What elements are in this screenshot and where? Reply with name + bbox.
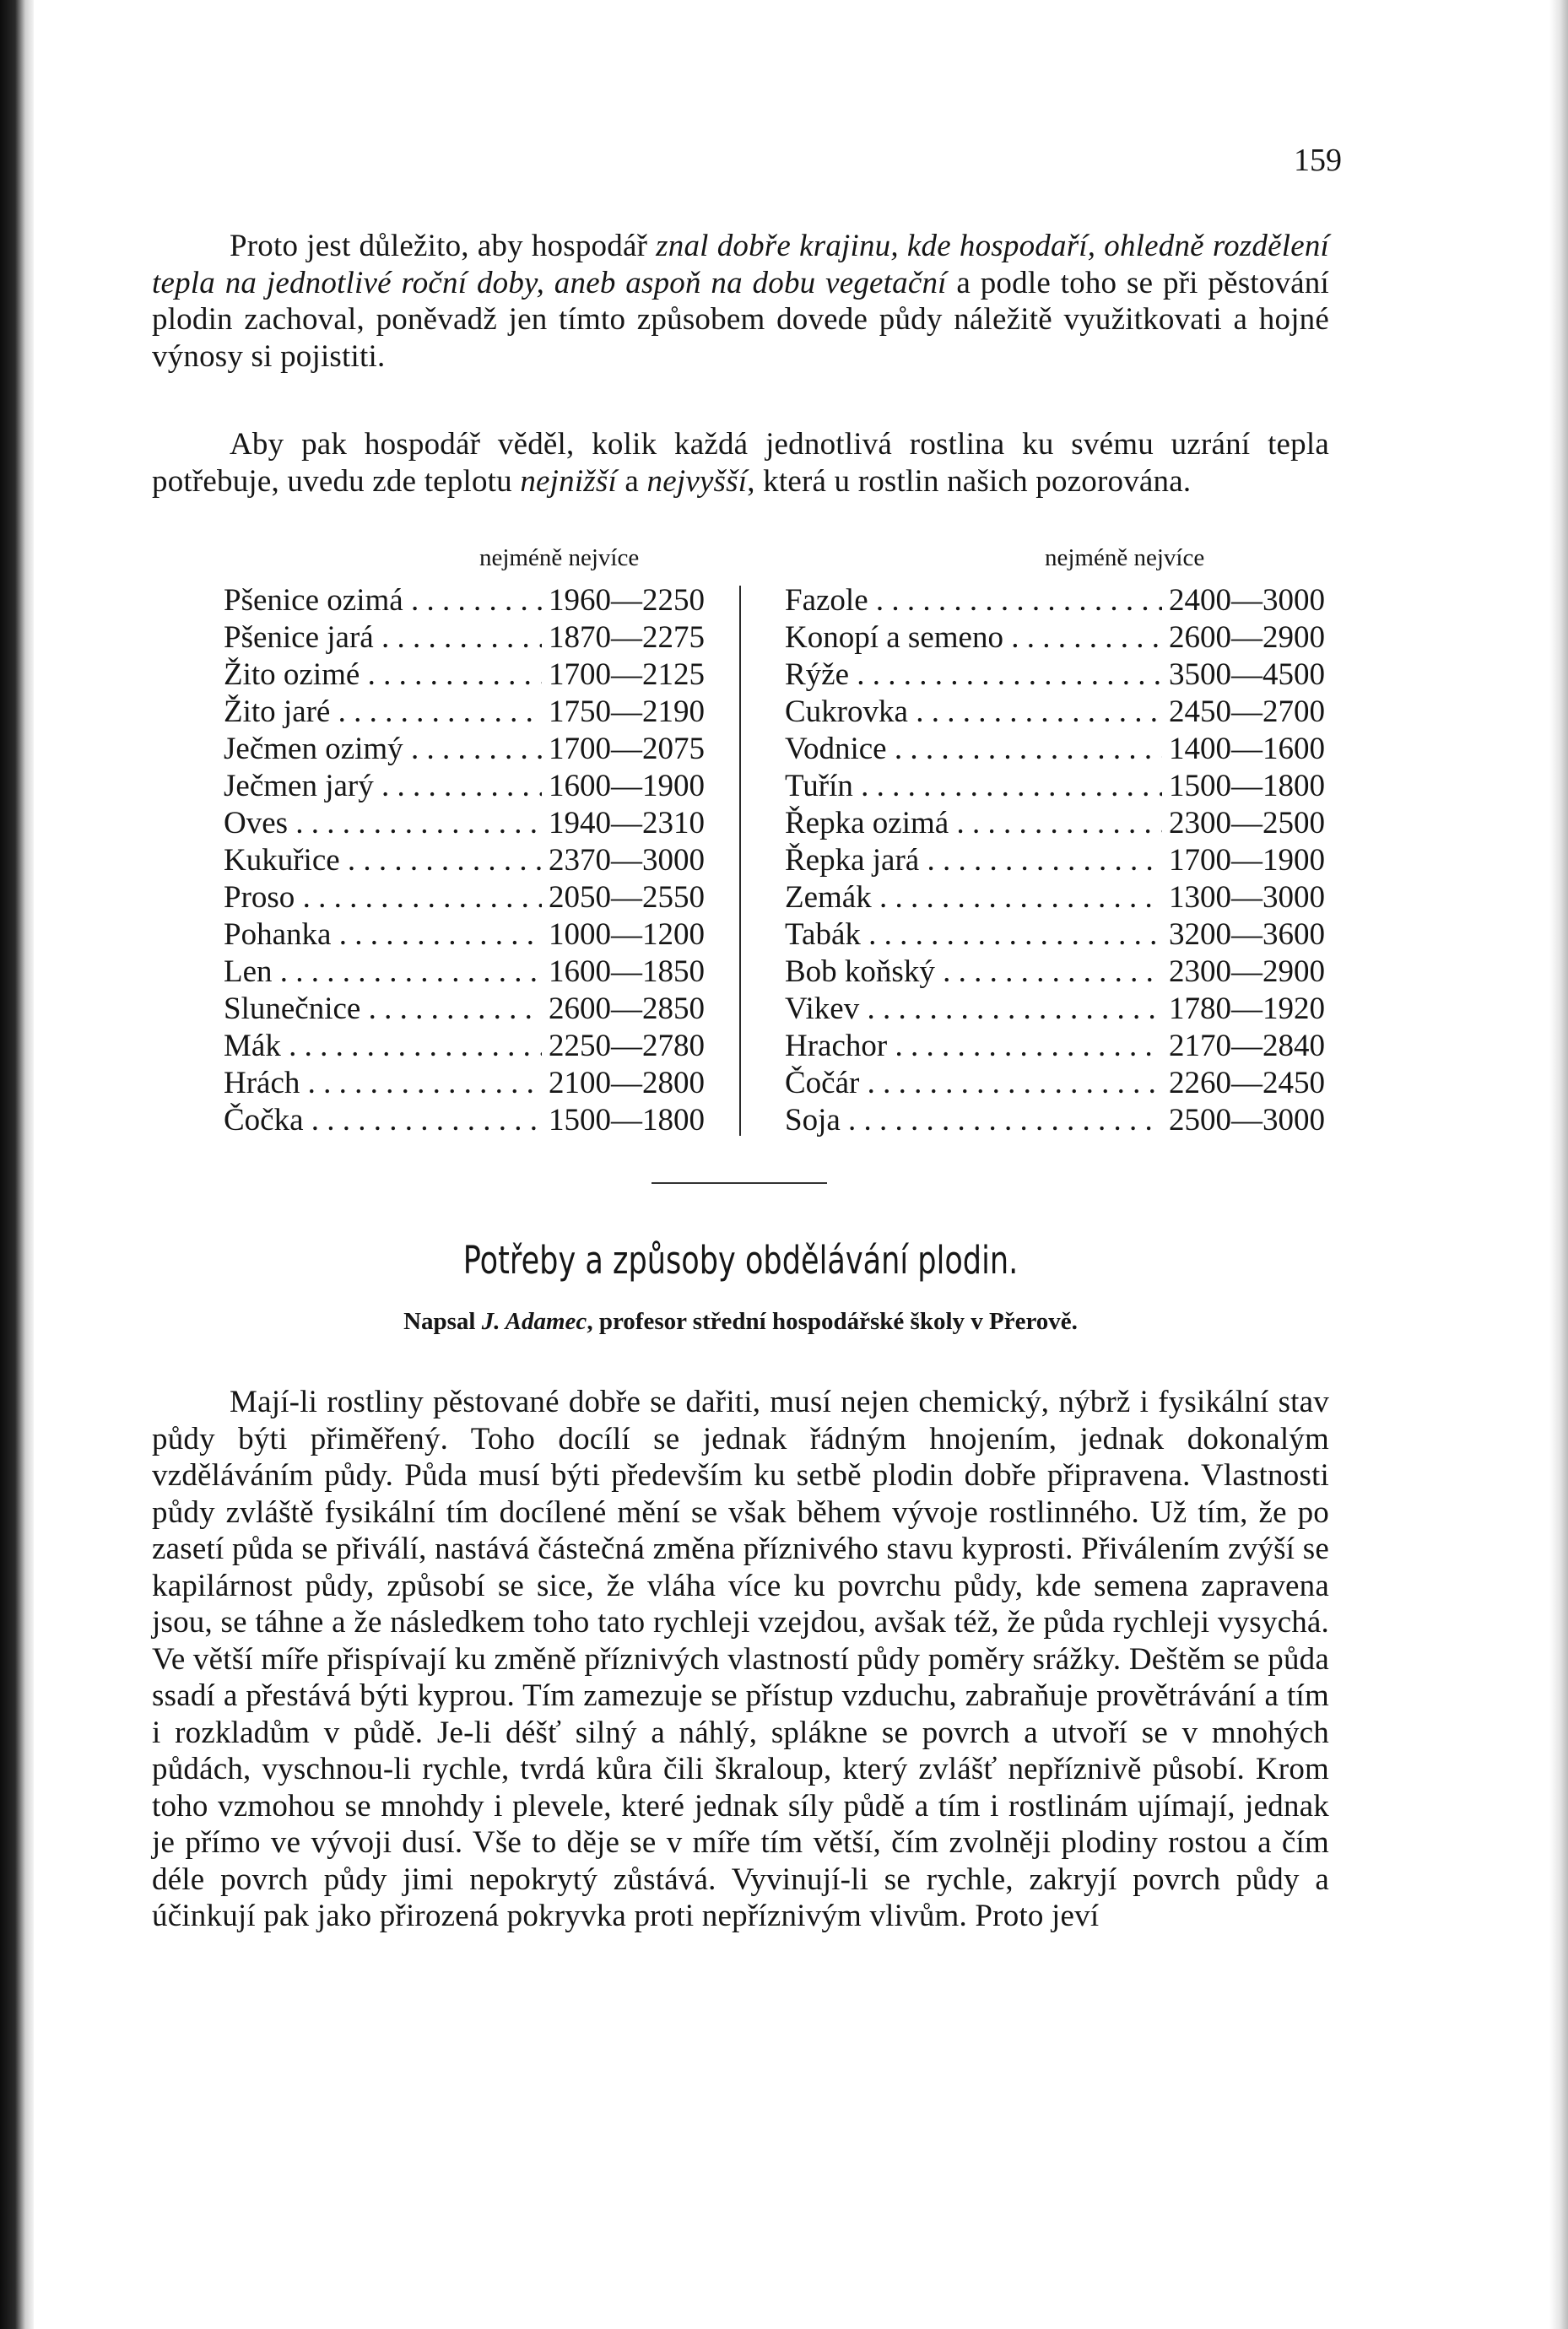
- scan-edge-left: [0, 0, 34, 2329]
- table-row: [224, 582, 705, 619]
- table-row: [785, 991, 1325, 1028]
- table-row: [224, 954, 705, 991]
- temperature-range: 1500—1800: [542, 1102, 705, 1139]
- crop-name: Hrachor . . .: [785, 1028, 1162, 1065]
- temperature-range: 1300—3000: [1162, 879, 1325, 916]
- table-row: [224, 731, 705, 768]
- table-row: [224, 694, 705, 731]
- crop-name: Tabák . . .: [785, 916, 1162, 954]
- table-row: [224, 991, 705, 1028]
- crop-name: Pšenice jará . . .: [224, 619, 542, 657]
- crop-name: Oves . . .: [224, 805, 542, 842]
- table-row: [224, 842, 705, 879]
- crop-name: Žito ozimé . . .: [224, 657, 542, 694]
- temperature-range: 1700—2125: [542, 657, 705, 694]
- intro-paragraph-2: [152, 426, 1329, 500]
- table-column-divider: [739, 586, 741, 1136]
- table-row: [785, 916, 1325, 954]
- crop-name: Bob koňský . . .: [785, 954, 1162, 991]
- temperature-range: 2600—2900: [1162, 619, 1325, 657]
- emphasis-lowest: nejnižší: [520, 463, 617, 499]
- table-row: [785, 842, 1325, 879]
- page-number: 159: [1294, 143, 1342, 178]
- temperature-range: 2600—2850: [542, 991, 705, 1028]
- temperature-range: 1700—1900: [1162, 842, 1325, 879]
- temperature-table-left: [224, 582, 705, 1139]
- temperature-range: 1870—2275: [542, 619, 705, 657]
- table-row: [785, 954, 1325, 991]
- crop-name: Ječmen jarý . . .: [224, 768, 542, 805]
- table-row: [785, 657, 1325, 694]
- crop-name: Mák . . .: [224, 1028, 542, 1065]
- table-row: [785, 805, 1325, 842]
- crop-name: Proso . . .: [224, 879, 542, 916]
- temperature-range: 3200—3600: [1162, 916, 1325, 954]
- crop-name: Len . . .: [224, 954, 542, 991]
- crop-name: Vodnice . . .: [785, 731, 1162, 768]
- table-row: [785, 879, 1325, 916]
- intro-paragraph-2-conjunction: a: [616, 463, 647, 499]
- temperature-range: 2300—2500: [1162, 805, 1325, 842]
- crop-name: Rýže . . .: [785, 657, 1162, 694]
- temperature-range: 1600—1850: [542, 954, 705, 991]
- intro-paragraph-1-text: Proto jest důležito, aby hospodář: [230, 229, 657, 263]
- intro-paragraph-1: [152, 228, 1329, 375]
- table-header-right: nejméně nejvíce: [1045, 544, 1205, 571]
- byline: [152, 1306, 1329, 1337]
- crop-name: Fazole . . .: [785, 582, 1162, 619]
- table-row: [224, 805, 705, 842]
- table-row: [785, 694, 1325, 731]
- table-row: [785, 1028, 1325, 1065]
- temperature-range: 2100—2800: [542, 1065, 705, 1102]
- temperature-range: 1400—1600: [1162, 731, 1325, 768]
- temperature-range: 2170—2840: [1162, 1028, 1325, 1065]
- table-row: [785, 619, 1325, 657]
- crop-name: Čočka . . .: [224, 1102, 542, 1139]
- table-row: [224, 879, 705, 916]
- emphasis-highest: nejvyšší: [646, 463, 748, 499]
- section-title: Potřeby a způsoby obdělávání plodin.: [462, 1238, 1019, 1283]
- table-row: [224, 1065, 705, 1102]
- section-divider-rule: [652, 1182, 827, 1184]
- table-row: [785, 582, 1325, 619]
- crop-name: Soja . . .: [785, 1102, 1162, 1139]
- body-paragraph: Mají-li rostliny pěstované dobře se dařiti, musí nejen chemický, nýbrž i fysikální stav půdy býti přiměřený. Toho docílí se jednak řádným hnojením, jednak dokonalým vzděláváním půdy. Půda musí býti především ku setbě plodin dobře připravena. Vlastnosti půdy zvláště fysikální tím docílené mění se však během vývoje rostlinného. Už tím, že po zasetí půda se přiválí, nastává částečná změna příznivého stavu kyprosti. Přiválením zvýší se kapilárnost půdy, způsobí se sice, že vláha více ku povrchu půdy, kde semena zapravena jsou, se táhne a že následkem toho tato rychleji vzejdou, avšak též, že půda rychleji vysychá. Ve větší míře přispívají ku změně příznivých vlastností půdy poměry srážky. Deštěm se půda ssadí a přestává býti kyprou. Tím zamezuje se přístup vzduchu, zabraňuje provětrávání a tím i rozkladům v půdě. Je-li déšť silný a náhlý, splákne se povrch a utvoří se v mnohých půdách, vyschnou-li rychle, tvrdá kůra čili škraloup, který zvlášť nepříznivě působí. Krom toho vzmohou se mnohdy i plevele, které jednak síly půdě a tím i rostlinám ujímají, jednak je přímo ve vývoji dusí. Vše to děje se v míře tím větší, čím zvolněji plodiny rostou a čím déle povrch půdy jimi nepokrytý zůstává. Vyvinují-li se rychle, zakryjí povrch půdy a účinkují pak jako přirozená pokryvka proti nepříznivým vlivům. Proto jeví: [152, 1385, 1329, 1933]
- crop-name: Řepka ozimá . . .: [785, 805, 1162, 842]
- table-row: [785, 1102, 1325, 1139]
- intro-paragraph-2-text-end: , která u rostlin našich pozorována.: [747, 463, 1192, 499]
- temperature-range: 1000—1200: [542, 916, 705, 954]
- table-row: [224, 657, 705, 694]
- scan-edge-right: [1549, 0, 1568, 2329]
- crop-name: Hrách . . .: [224, 1065, 542, 1102]
- crop-name: Konopí a semeno . . .: [785, 619, 1162, 657]
- byline-prefix: Napsal: [403, 1308, 482, 1335]
- temperature-range: 2050—2550: [542, 879, 705, 916]
- crop-name: Slunečnice . . .: [224, 991, 542, 1028]
- table-row: [224, 1028, 705, 1065]
- crop-name: Cukrovka . . .: [785, 694, 1162, 731]
- byline-affiliation: , profesor střední hospodářské školy v Přerově.: [587, 1308, 1078, 1335]
- table-row: [224, 916, 705, 954]
- byline-author: J. Adamec: [481, 1308, 587, 1335]
- crop-name: Žito jaré . . .: [224, 694, 542, 731]
- temperature-range: 1700—2075: [542, 731, 705, 768]
- temperature-range: 2500—3000: [1162, 1102, 1325, 1139]
- temperature-range: 2450—2700: [1162, 694, 1325, 731]
- table-row: [224, 619, 705, 657]
- temperature-table-right: [785, 582, 1325, 1139]
- temperature-range: 3500—4500: [1162, 657, 1325, 694]
- table-row: [785, 768, 1325, 805]
- crop-name: Vikev . . .: [785, 991, 1162, 1028]
- table-row: [785, 1065, 1325, 1102]
- temperature-range: 1500—1800: [1162, 768, 1325, 805]
- table-header-left: nejméně nejvíce: [479, 544, 640, 571]
- intro-paragraph-2-text: Aby pak hospodář věděl, kolik každá jednotlivá rostlina ku svému uzrání tepla potřebuje, uvedu zde teplotu: [152, 427, 1329, 499]
- crop-name: Tuřín . . .: [785, 768, 1162, 805]
- temperature-range: 1940—2310: [542, 805, 705, 842]
- crop-name: Pohanka . . .: [224, 916, 542, 954]
- table-row: [785, 731, 1325, 768]
- temperature-range: 1600—1900: [542, 768, 705, 805]
- crop-name: Čočár . . .: [785, 1065, 1162, 1102]
- temperature-range: 2400—3000: [1162, 582, 1325, 619]
- crop-name: Zemák . . .: [785, 879, 1162, 916]
- crop-name: Pšenice ozimá . . .: [224, 582, 542, 619]
- temperature-range: 2250—2780: [542, 1028, 705, 1065]
- intro-paragraph-1-emphasis: znal dobře krajinu, kde hospodaří, ohledně rozdělení tepla na jednotlivé roční doby, aneb aspoň na dobu vegetační: [152, 229, 1329, 300]
- temperature-range: 2300—2900: [1162, 954, 1325, 991]
- temperature-range: 1750—2190: [542, 694, 705, 731]
- crop-name: Kukuřice . . .: [224, 842, 542, 879]
- crop-name: Ječmen ozimý . . .: [224, 731, 542, 768]
- temperature-range: 1780—1920: [1162, 991, 1325, 1028]
- table-row: [224, 768, 705, 805]
- temperature-range: 2370—3000: [542, 842, 705, 879]
- crop-name: Řepka jará . . .: [785, 842, 1162, 879]
- temperature-range: 2260—2450: [1162, 1065, 1325, 1102]
- temperature-range: 1960—2250: [542, 582, 705, 619]
- table-row: [224, 1102, 705, 1139]
- intro-paragraph-1-text-end: a podle toho se při pěstování plodin zachoval, poněvadž jen tímto způsobem dovede půdy náležitě využitkovati a hojné výnosy si pojistiti.: [152, 265, 1329, 374]
